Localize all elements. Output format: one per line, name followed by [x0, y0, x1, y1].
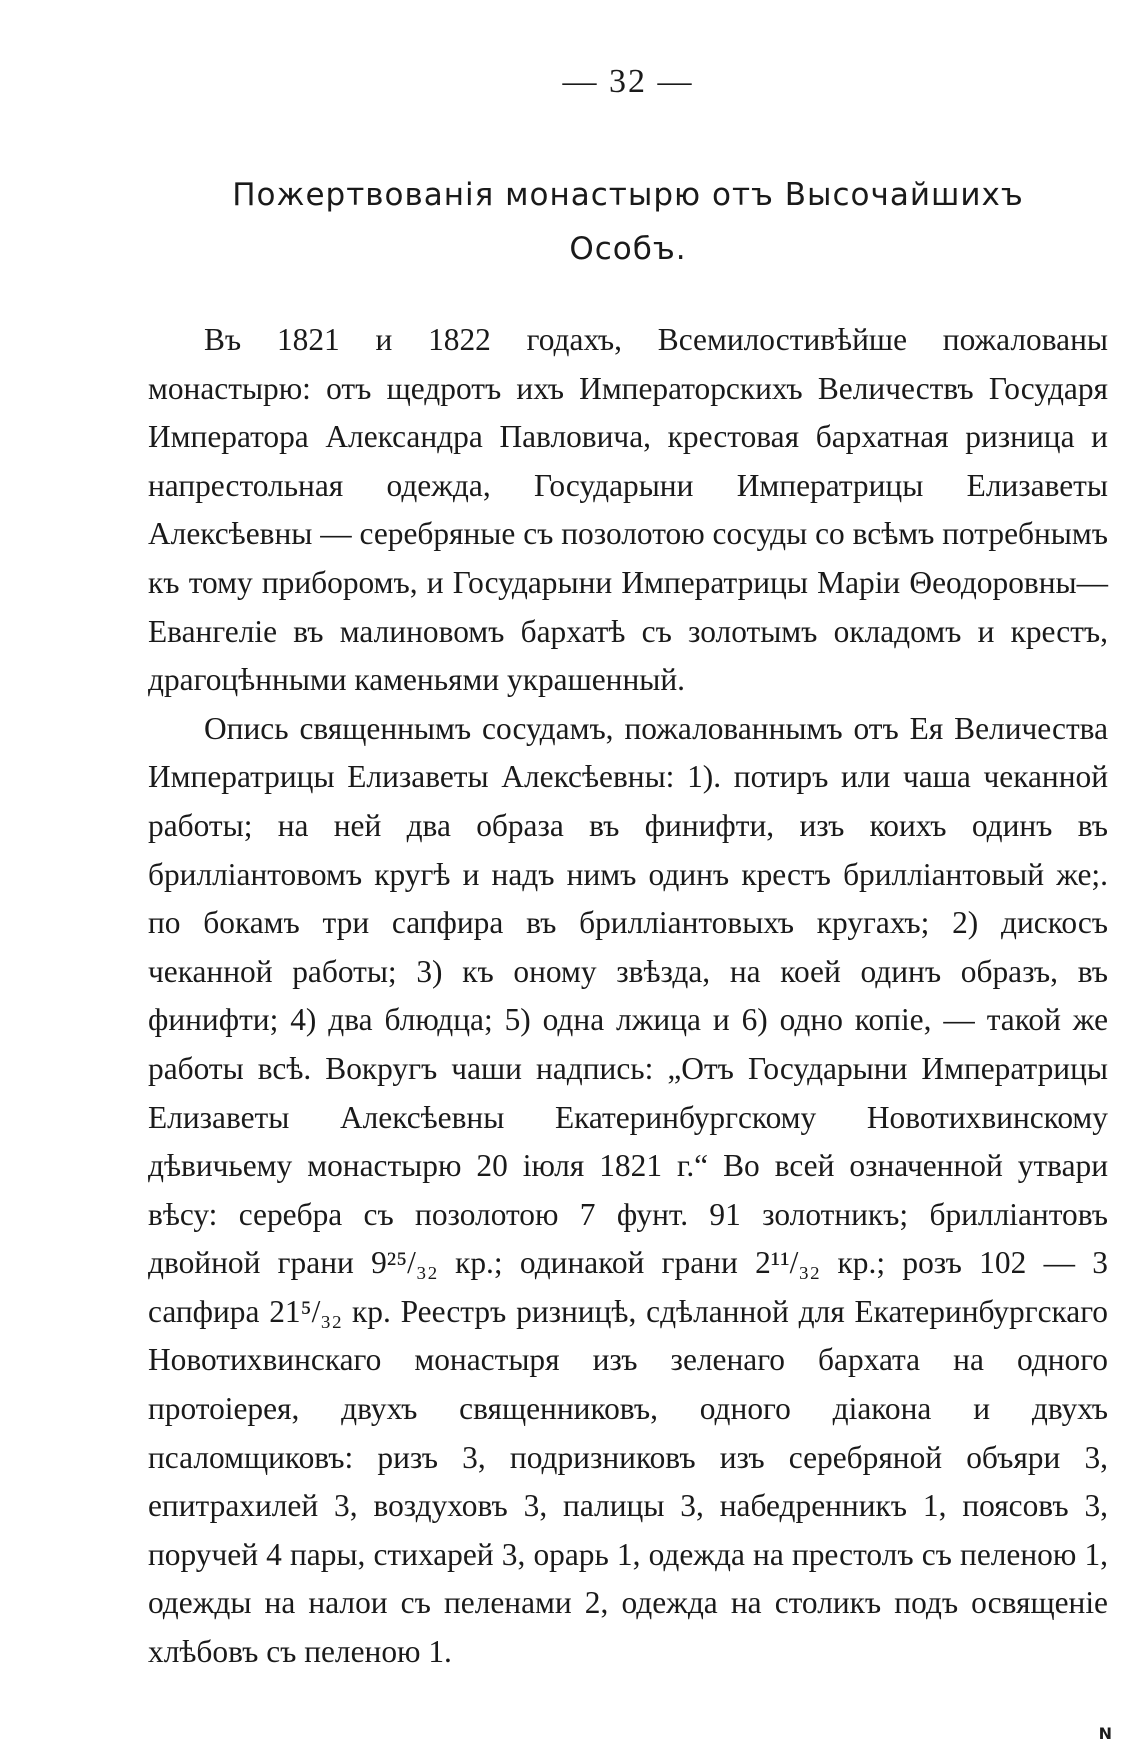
- printer-mark: N: [1098, 1724, 1112, 1743]
- paragraph-1: [148, 316, 1108, 705]
- book-page: [148, 60, 1108, 1720]
- section-heading: [148, 168, 1108, 276]
- section-heading-line-1: Пожертвованія монастырю отъ Высочайшихъ: [232, 177, 1024, 213]
- paragraph-1-text: Въ 1821 и 1822 годахъ, Всемилостивѣйше пожалованы монастырю: отъ щедротъ ихъ Императорскихъ Величествъ Государя Императора Александра Павловича, крестовая бархатная ризница и напрестольная одежда, Государыни Императрицы Елизаветы Алексѣевны — серебряные съ позолотою сосуды со всѣмъ потребнымъ къ тому приборомъ, и Государыни Императрицы Маріи Θеодоровны—Евангеліе въ малиновомъ бархатѣ съ золотымъ окладомъ и крестъ, драгоцѣнными каменьями украшенный.: [148, 322, 1108, 698]
- paragraph-2-text: Опись священнымъ сосудамъ, пожалованнымъ отъ Ея Величества Императрицы Елизаветы Алексѣевны: 1). потиръ или чаша чеканной работы; на ней два образа въ финифти, изъ коихъ одинъ въ брилліантовомъ кругѣ и надъ нимъ одинъ крестъ брилліантовый же;. по бокамъ три сапфира въ брилліантовыхъ кругахъ; 2) дискосъ чеканной работы; 3) къ оному звѣзда, на коей одинъ образъ, въ финифти; 4) два блюдца; 5) одна лжица и 6) одно копіе, — такой же работы всѣ. Вокругъ чаши надпись: „Отъ Государыни Императрицы Елизаветы Алексѣевны Екатеринбургскому Новотихвинскому дѣвичьему монастырю 20 іюля 1821 г.“ Во всей означенной утвари вѣсу: серебра съ позолотою 7 фунт. 91 золотникъ; брилліантовъ двойной грани 9²⁵/₃₂ кр.; одинакой грани 2¹¹/₃₂ кр.; розъ 102 — 3 сапфира 21⁵/₃₂ кр. Реестръ ризницѣ, сдѣланной для Екатеринбургскаго Новотихвинскаго монастыря изъ зеленаго бархата на одного протоіерея, двухъ священниковъ, одного діакона и двухъ псаломщиковъ: ризъ 3, подризниковъ изъ серебряной объяри 3, епитрахилей 3, воздуховъ 3, палицы 3, набедренникъ 1, поясовъ 3, поручей 4 пары, стихарей 3, орарь 1, одежда на престолъ съ пеленою 1, одежды на налои съ пеленами 2, одежда на столикъ подъ освященіе хлѣбовъ съ пеленою 1.: [148, 710, 1108, 1670]
- section-heading-line-2: Особъ.: [569, 231, 687, 267]
- paragraph-2: [148, 705, 1108, 1677]
- page-number: — 32 —: [562, 63, 694, 100]
